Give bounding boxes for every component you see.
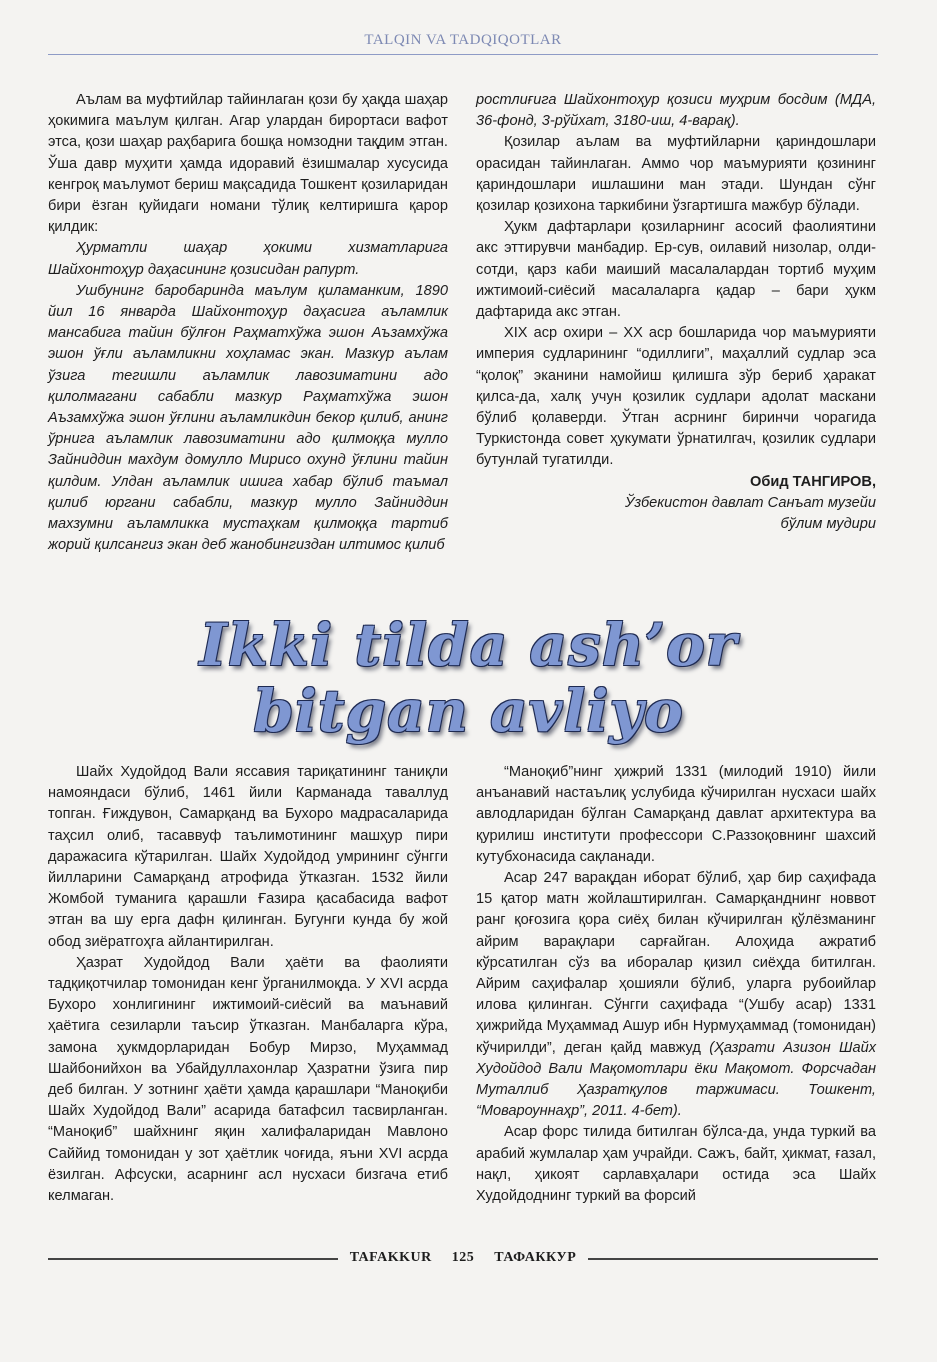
paragraph: Қозилар аълам ва муфтийларни қариндошлари орасидан тайинлаган. Аммо чор маъмурияти қозининг қариндошлари ишлашини ман этади. Шундан сўнг қозилар қозихона таркибини ўзгартишга мажбур бўлади. — [476, 134, 876, 215]
footer-rule — [588, 1258, 878, 1260]
page-number: 125 — [451, 1250, 475, 1265]
article-title-line: Ikki tilda ash’or — [199, 611, 738, 679]
journal-name-latin: TAFAKKUR — [349, 1250, 432, 1265]
section-title: TALQIN VA TADQIQOTLAR — [364, 32, 562, 48]
column-top-right — [476, 90, 876, 535]
journal-name-cyrillic: ТАФАККУР — [494, 1250, 577, 1265]
author-role: Ўзбекистон давлат Санъат музейи — [625, 494, 876, 511]
paragraph-text: Асар 247 варақдан иборат бўлиб, ҳар бир саҳифада 15 қатор матн жойлаштирилган. Самарқанднинг новвот ранг қоғозига қора сиёҳ билан кўчирилган қўлёзманинг айрим варақлари сарғайган. Алоҳида ажратиб кўрсатилган сўз ва иборалар қизил сиёҳда битилган. Айрим саҳифалар ҳошияли бўлиб, уларга рубоийлар илова қилинган. Сўнгги саҳифада “(Ушбу асар) 1331 ҳижрийда Муҳаммад Ашур ибн Нурмуҳаммад (томонидан) кўчирилди”, деган қайд мавжуд — [476, 870, 876, 1056]
article-title-line: bitgan avliyo — [253, 677, 684, 745]
column-bottom-right — [476, 762, 876, 1207]
paragraph: Аълам ва муфтийлар тайинлаган қози бу ҳақда шаҳар ҳокимига маълум қилган. Агар улардан бирортаси вафот этса, қози шаҳар раҳбарига бошқа номзодни тақдим этган. Ўша давр муҳити ҳамда идоравий ёзишмалар хусусида кенгроқ маълумот бериш мақсадида Тошкент қозиларидан бири ёзган қуйидаги номани тўлиқ келтиришга қарор қилдик: — [48, 92, 448, 236]
paragraph: Асар форс тилида битилган бўлса-да, унда туркий ва арабий жумлалар ҳам учрайди. Сажъ, байт, ҳикмат, ғазал, нақл, ҳикоят сарлавҳалари остида эса Шайх Худойдоднинг туркий ва форсий — [476, 1124, 876, 1205]
footer-rule — [48, 1258, 338, 1260]
paragraph: XIX аср охири – XX аср бошларида чор маъмурияти империя судларининг “одиллиги”, маҳаллий судлар эса “қолоқ” эканини намойиш қилишга зўр бериб ҳаракат қилса-да, халқ учун қозилик судлари адолат маскани бўлиб қолаверди. Ўтган асрнинг биринчи чорагида Туркистонда совет ҳукумати ўрнатилгач, қозилик судлари бутунлай тугатилди. — [476, 325, 876, 469]
paragraph — [476, 868, 876, 1122]
article-title — [0, 612, 937, 744]
quote-paragraph: Ушбунинг баробаринда маълум қиламанким, 1890 йил 16 январда Шайхонтоҳур даҳасига аъламлик мансабига тайин бўлғон Раҳматхўжа эшон Аъзамхўжа эшон ўғли аъламликни хоҳламас экан. Мазкур аълам ўзига тегишли аъламлик лавозиматини адо қилолмагани сабабли мазкур Раҳматхўжа эшон Аъзамхўжа эшон ўғлини аъламликдин бекор қилиб, анинг ўрнига аъламлик лавозиматини адо қилмоққа мулло Зайниддин махдум домулло Мирисо охунд ўғлини тайин қилдим. Улдан аъламлик ишига хабар бўлиб таъмал қилиб юргани сабабли, мазкур мулло Зайниддин махзумни аъламликка мустаҳкам қилмоққа тартиб жорий қилсангиз экан деб жанобингиздан илтимос қилиб — [48, 282, 448, 554]
author-role: бўлим мудири — [780, 516, 876, 533]
page-footer — [48, 1248, 878, 1268]
paragraph: Ҳукм дафтарлари қозиларнинг асосий фаолиятини акс эттирувчи манбадир. Ер-сув, оилавий низолар, олди-сотди, қарз каби маиший масалалардан тортиб муҳим ижтимоий-сиёсий масалаларга қадар – бари ҳукм дафтарида акс этган. — [476, 219, 876, 321]
quote-paragraph: Ҳурматли шаҳар ҳокими хизматларига Шайхонтоҳур даҳасининг қозисидан рапурт. — [48, 240, 448, 278]
paragraph: “Маноқиб”нинг ҳижрий 1331 (милодий 1910) йили анъанавий настаълиқ услубида кўчирилган нусхаси шайх авлодларидан бўлган Самарқанд давлат архитектура ва қурилиш институти профессори С.Раззоқовнинг шахсий кутубхонасида сақланади. — [476, 764, 876, 865]
paragraph: Ҳазрат Худойдод Вали ҳаёти ва фаолияти тадқиқотчилар томонидан кенг ўрганилмоқда. У XVI асрда Бухоро хонлигининг ижтимоий-сиёсий ва маънавий ҳаётига сезиларли таъсир ўтказган. Манбаларга кўра, замона ҳукмдорларидан Бобур Мирзо, Муҳаммад Шайбонийхон ва Убайдуллахонлар Ҳазратни ўзига пир деб билган. У зотнинг ҳаёти ҳамда қарашлари “Маноқиби Шайх Худойдод Вали” асарида батафсил тасвирланган. “Маноқиб” шайхнинг яқин халифаларидан Мавлоно Саййид томонидан у зот ҳаётлик чоғида, яъни XVI асрда ёзилган. Афсуски, асарнинг асл нусхаси бизгача етиб келмаган. — [48, 954, 448, 1205]
column-top-left — [48, 90, 448, 556]
citation: (Ҳазрати Азизон Шайх Худойдод Вали Мақомотлари ёки Мақомот. Форсчадан Муталлиб Ҳазратқулов таржимаси. Тошкент, “Мовароуннаҳр”, 2011. 4-бет). — [476, 1039, 876, 1120]
footer-text — [338, 1248, 588, 1268]
author-name: Обид ТАНГИРОВ, — [750, 473, 876, 490]
column-bottom-left — [48, 762, 448, 1207]
running-header — [48, 28, 878, 55]
quote-paragraph: ростлиғига Шайхонтоҳур қозиси муҳрим босдим (МДА, 36-фонд, 3-рўйхат, 3180-иш, 4-варақ). — [476, 92, 876, 130]
paragraph: Шайх Худойдод Вали яссавия тариқатининг таниқли намояндаси бўлиб, 1461 йили Карманада таваллуд топган. Ғиждувон, Самарқанд ва Бухоро мадрасаларида таҳсил олиб, тасаввуф таълимотининг машҳур пири даражасига кўтарилган. Шайх Худойдод умрининг сўнгги йилларини Самарқанд атрофида ўтказган. 1532 йили Жомбой туманига қарашли Ғазира қасабасида вафот этган ва шу ерга дафн қилинган. Бугунги кунда бу жой обод зиёратгоҳга айлантирилган. — [48, 764, 448, 950]
